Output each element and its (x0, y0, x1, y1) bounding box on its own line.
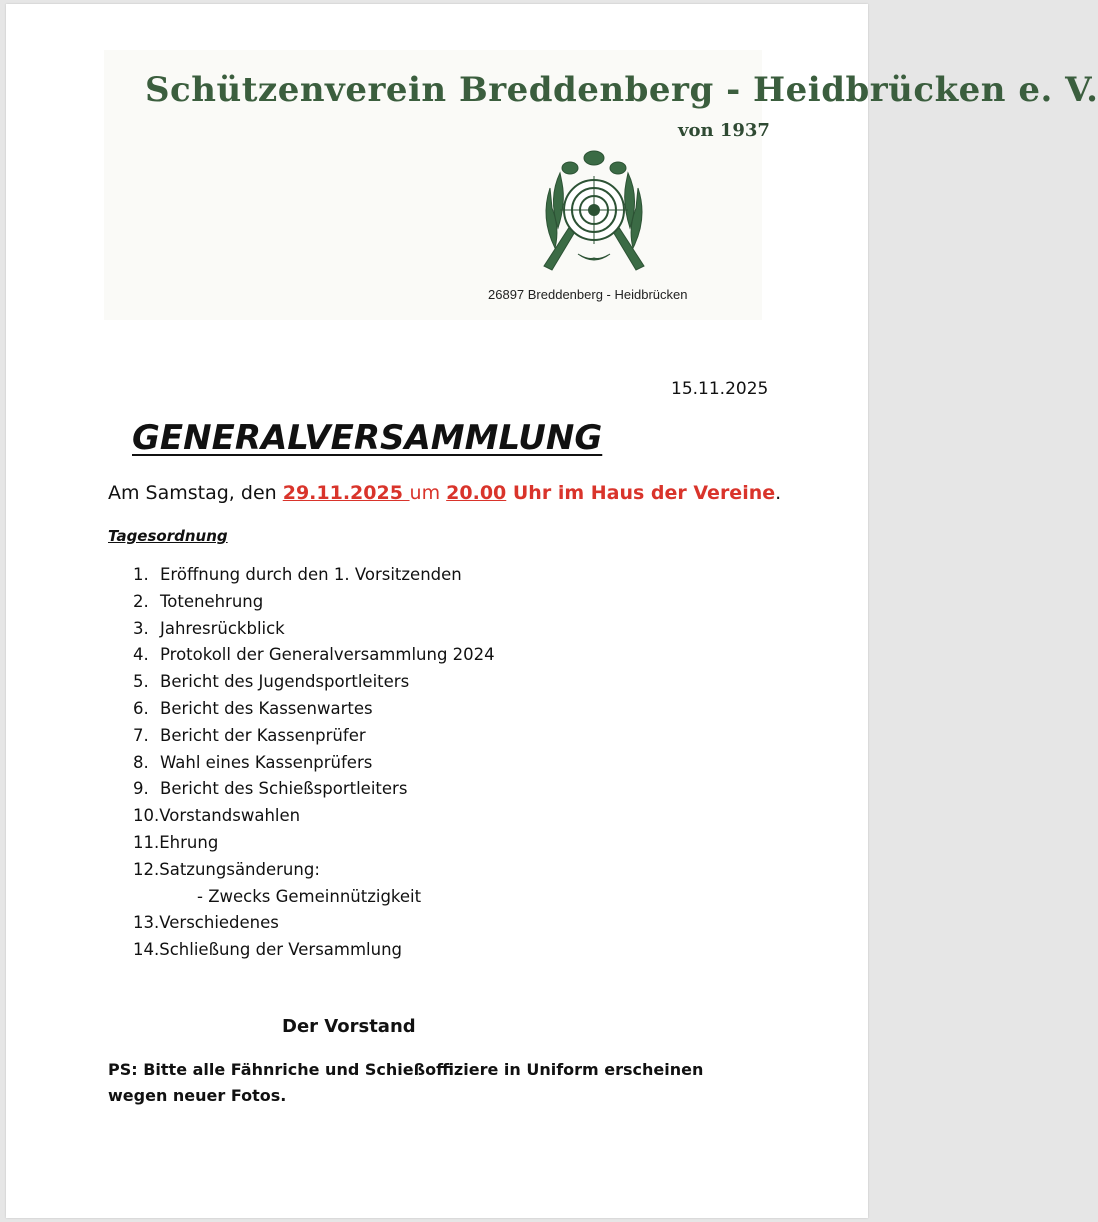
agenda-title: Tagesordnung (108, 527, 228, 545)
agenda-item-label: Jahresrückblick (160, 618, 285, 638)
agenda-subitem-label: - Zwecks Gemeinnützigkeit (197, 886, 422, 906)
agenda-item (133, 830, 495, 857)
agenda-item (133, 669, 495, 696)
agenda-item-label: Bericht der Kassenprüfer (160, 725, 366, 745)
agenda-item-number: 13. (133, 913, 160, 933)
agenda-item (133, 910, 495, 937)
agenda-item-label: Ehrung (159, 832, 219, 852)
agenda-item (133, 750, 495, 777)
agenda-item-label: Vorstandswahlen (159, 806, 301, 826)
agenda-item-label: Eröffnung durch den 1. Vorsitzenden (160, 565, 462, 584)
meeting-um: um (409, 482, 441, 504)
postscript: PS: Bitte alle Fähnriche und Schießoffiziere in Uniform erscheinen wegen neuer Fotos. (108, 1060, 704, 1105)
meeting-period: . (775, 482, 782, 504)
founded-year: von 1937 (678, 120, 770, 141)
agenda-item-number: 3. (133, 618, 149, 638)
agenda-item-number: 6. (133, 698, 149, 718)
agenda-item-number: 4. (133, 645, 149, 665)
agenda-item-number: 10. (133, 806, 160, 826)
agenda-subitem (133, 884, 495, 911)
agenda-item (133, 696, 495, 723)
agenda-item (133, 803, 495, 830)
agenda-item-label: Satzungsänderung: (159, 859, 320, 879)
agenda-item-number: 14. (133, 940, 160, 960)
shooting-target-crest-icon (530, 148, 658, 274)
agenda-item-label: Bericht des Jugendsportleiters (160, 672, 410, 692)
meeting-info-prefix: Am Samstag, den (108, 482, 283, 504)
document-date: 15.11.2025 (671, 379, 769, 399)
agenda-item-number: 1. (133, 565, 149, 584)
club-address: 26897 Breddenberg - Heidbrücken (488, 287, 688, 302)
agenda-item-number: 7. (133, 725, 149, 745)
agenda-item (133, 857, 495, 884)
meeting-time: 20.00 (446, 482, 507, 504)
agenda-item (133, 616, 495, 643)
agenda-item (133, 642, 495, 669)
agenda-item (133, 937, 495, 964)
signature: Der Vorstand (282, 1016, 416, 1037)
agenda-item-number: 8. (133, 752, 149, 772)
agenda-list (133, 562, 495, 964)
page-title: GENERALVERSAMMLUNG (132, 418, 603, 458)
agenda-item-number: 9. (133, 779, 149, 799)
agenda-item-label: Totenehrung (160, 591, 264, 611)
agenda-item-label: Wahl eines Kassenprüfers (160, 752, 373, 772)
agenda-item-label: Schließung der Versammlung (159, 940, 403, 960)
agenda-item (133, 562, 495, 589)
agenda-item-number: 11. (133, 832, 160, 852)
agenda-item (133, 776, 495, 803)
agenda-item-number: 5. (133, 672, 149, 692)
agenda-item-label: Bericht des Schießsportleiters (160, 779, 408, 799)
meeting-location: Uhr im Haus der Vereine (506, 482, 776, 504)
meeting-info (108, 482, 781, 504)
agenda-item-label: Verschiedenes (159, 913, 279, 933)
club-name: Schützenverein Breddenberg - Heidbrücken e. V. (145, 70, 1098, 110)
agenda-item-number: 2. (133, 591, 149, 611)
agenda-item (133, 723, 495, 750)
agenda-item-label: Bericht des Kassenwartes (160, 698, 373, 718)
meeting-date: 29.11.2025 (282, 482, 410, 504)
agenda-item-number: 12. (133, 859, 160, 879)
agenda-item-label: Protokoll der Generalversammlung 2024 (160, 645, 495, 665)
agenda-item (133, 589, 495, 616)
